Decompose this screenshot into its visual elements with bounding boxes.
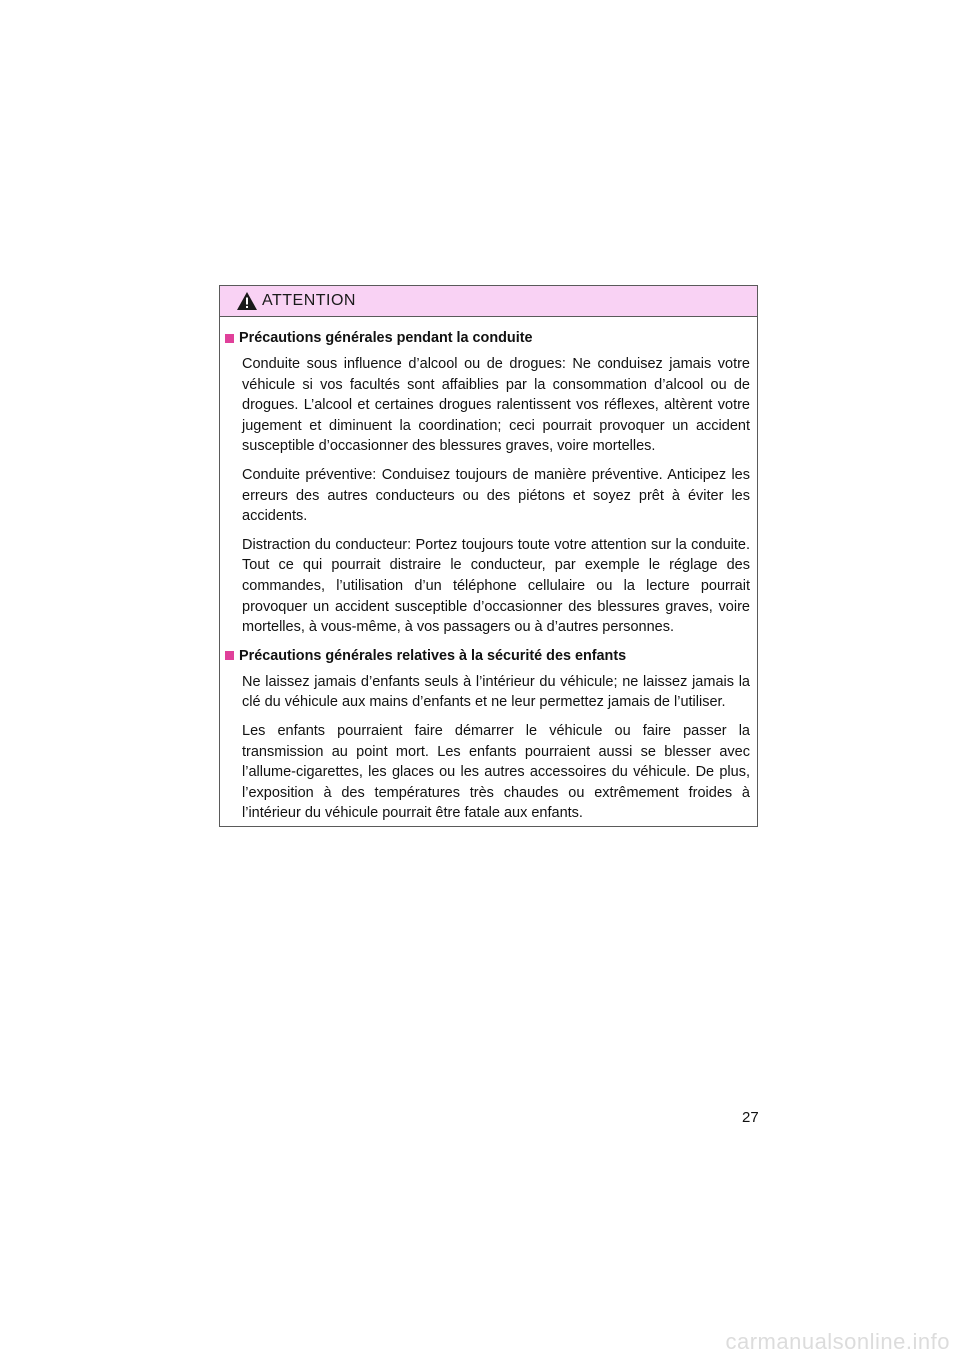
square-bullet-icon <box>225 651 234 660</box>
section-heading-text: Précautions générales pendant la conduite <box>239 330 533 346</box>
paragraph-defensive-driving: Conduite préventive: Conduisez toujours de manière préventive. Anticipez les erreurs des autres conducteurs ou des piétons et soyez prêt à éviter les accidents. <box>242 466 750 525</box>
warning-header <box>220 286 757 317</box>
paragraph-children-risks: Les enfants pourraient faire démarrer le véhicule ou faire passer la transmission au point mort. Les enfants pourraient aussi se blesser avec l’allume-cigarettes, les glaces ou les autres accessoires du véhicule. De plus, l’exposition à des températures très chaudes ou extrêmement froides à l’intérieur du véhicule pourrait être fatale aux enfants. <box>242 722 750 822</box>
warning-box <box>219 285 758 827</box>
square-bullet-icon <box>225 334 234 343</box>
section-heading-text: Précautions générales relatives à la sécurité des enfants <box>239 647 627 664</box>
paragraph-alcohol-drugs: Conduite sous influence d’alcool ou de drogues: Ne conduisez jamais votre véhicule si vos facultés sont affaiblies par la consommation d’alcool ou de drogues. L’alcool et certaines drogues ralentissent vos réflexes, altèrent votre jugement et diminuent la coordination; ceci pourrait provoquer un accident susceptible d’occasionner des blessures graves, voire mortelles. <box>242 356 750 455</box>
section-heading-driving <box>225 328 752 348</box>
page-number: 27 <box>742 1109 759 1126</box>
warning-title: ATTENTION <box>262 292 356 309</box>
paragraph-driver-distraction: Distraction du conducteur: Portez toujours toute votre attention sur la conduite. Tout ce qui pourrait distraire le conducteur, par exemple le réglage des commandes, l’utilisation d’un téléphone cellulaire ou la lecture pourrait provoquer un accident susceptible d’occasionner des blessures graves, voire mortelles, à vous-même, à vos passagers ou à d’autres personnes. <box>242 536 750 636</box>
warning-body <box>220 317 757 824</box>
warning-triangle-icon <box>236 291 258 311</box>
paragraph-children-alone: Ne laissez jamais d’enfants seuls à l’intérieur du véhicule; ne laissez jamais la clé du véhicule aux mains d’enfants et ne leur permettez jamais de l’utiliser. <box>242 673 750 711</box>
section-heading-child-safety <box>225 646 752 666</box>
watermark-text: carmanualsonline.info <box>725 1329 950 1354</box>
